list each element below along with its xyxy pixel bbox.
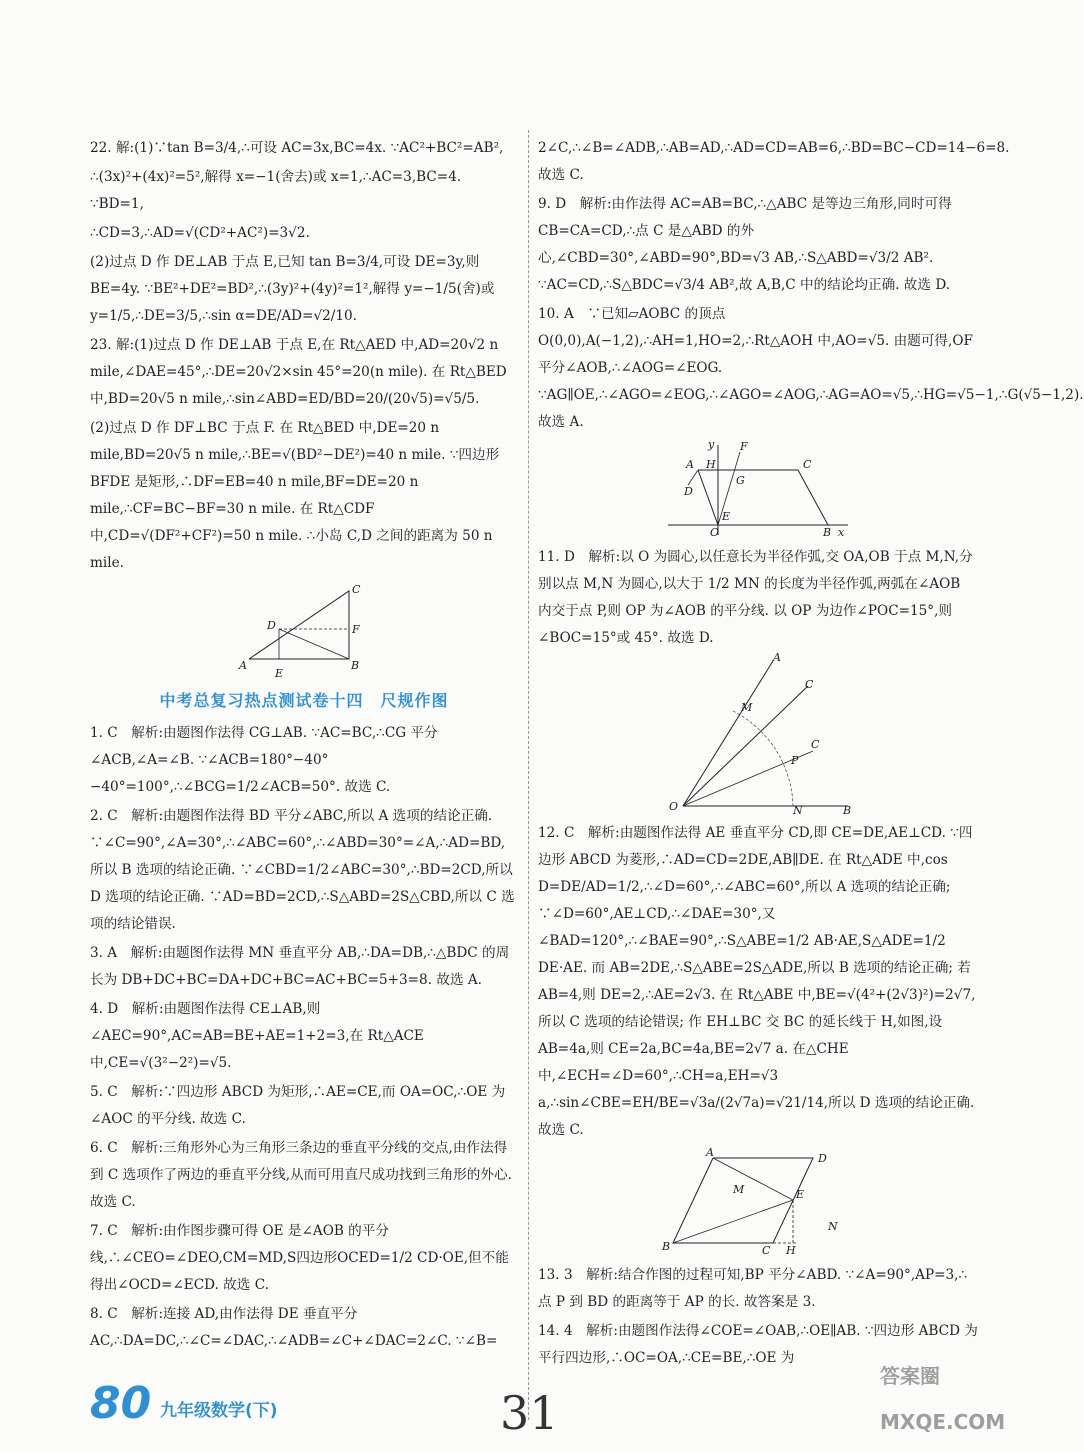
section-title: 中考总复习热点测试卷十四 尺规作图	[159, 691, 449, 710]
svg-text:N: N	[793, 804, 803, 817]
answer-8: 8. C 解析:连接 AD,由作法得 DE 垂直平分 AC,∴DA=DC,∴∠C=∠DAC,∴∠ADB=∠C+∠DAC=2∠C. ∵∠B=	[90, 1306, 498, 1349]
svg-text:C: C	[803, 458, 812, 471]
svg-text:C: C	[352, 583, 361, 596]
answer-6: 6. C 解析:三角形外心为三角形三条边的垂直平分线的交点,由作法得到 C 选项作了两边的垂直平分线,从而可用直尺成功找到三角形的外心. 故选 C.	[90, 1140, 512, 1210]
svg-text:D: D	[684, 485, 693, 498]
answer-7: 7. C 解析:由作图步骤可得 OE 是∠AOB 的平分线,∴∠CEO=∠DEO,CM=MD,S四边形OCED=1/2 CD·OE,但不能得出∠OCD=∠ECD. 故选 C.	[90, 1223, 509, 1293]
svg-text:M: M	[741, 701, 753, 714]
answer-22-part4: (2)过点 D 作 DE⊥AB 于点 E,已知 tan B=3/4,可设 DE=3y,则 BE=4y. ∵BE²+DE²=BD²,∴(3y)²+(4y)²=1²,解得 y=−1/5(舍)或 y=1/5,∴DE=3/5,∴sin α=DE/AD=√2/10.	[90, 254, 495, 324]
svg-text:G: G	[736, 474, 745, 487]
answer-22-part2: ∴(3x)²+(4x)²=5²,解得 x=−1(舍去)或 x=1,∴AC=3,BC=4. ∵BD=1,	[90, 169, 462, 212]
answer-9: 9. D 解析:由作法得 AC=AB=BC,∴△ABC 是等边三角形,同时可得 CB=CA=CD,∴点 C 是△ABD 的外心,∠CBD=30°,∠ABD=90°,BD=√3 AB,∴S△ABD=√3/2 AB². ∵AC=CD,∴S△BDC=√3/4 AB²,故 A,B,C 中的结论均正确. 故选 D.	[538, 196, 952, 293]
svg-text:x: x	[838, 526, 845, 539]
svg-text:y: y	[708, 438, 715, 451]
svg-text:D: D	[818, 1152, 827, 1165]
figure-12	[658, 1148, 858, 1258]
svg-text:C: C	[762, 1244, 771, 1257]
svg-text:B: B	[351, 659, 360, 672]
answer-10: 10. A ∵已知▱AOBC 的顶点 O(0,0),A(−1,2),∴AH=1,HO=2,∴Rt△AOH 中,AO=√5. 由题可得,OF 平分∠AOB,∴∠AOG=∠EOG. ∵AG∥OE,∴∠AGO=∠EOG,∴∠AGO=∠AOG,∴AG=AO=√5,∴HG=√5−1,∴G(√5−1,2). 故选 A.	[538, 306, 1084, 430]
answer-12: 12. C 解析:由题图作法得 AE 垂直平分 CD,即 CE=DE,AE⊥CD. ∵四边形 ABCD 为菱形,∴AD=CD=2DE,AB∥DE. 在 Rt△ADE 中,cos D=DE/AD=1/2,∴∠D=60°,∴∠ABC=60°,所以 A 选项的结论正确; ∵∠D=60°,AE⊥CD,∴∠DAE=30°,又∠BAD=120°,∴∠BAE=90°,∴S△ABE=1/2 AB·AE,S△ADE=1/2 DE·AE. 而 AB=2DE,∴S△ABE=2S△ADE,所以 B 选项的结论正确; 若 AB=4,则 DE=2,∴AE=2√3. 在 Rt△ABE 中,BE=√(4²+(2√3)²)=2√7,所以 C 选项的结论错误; 作 EH⊥BC 交 BC 的延长线于 H,如图,设 AB=4a,则 CE=2a,BC=4a,BE=2√7 a. 在△CHE 中,∠ECH=∠D=60°,∴CH=a,EH=√3 a,∴sin∠CBE=EH/BE=√3a/(2√7a)=√21/14,所以 D 选项的结论正确. 故选 C.	[538, 825, 976, 1138]
svg-text:P: P	[791, 754, 799, 767]
right-column	[538, 135, 1084, 1374]
watermark-logo: 答案圈	[880, 1364, 940, 1388]
svg-text:N: N	[828, 1220, 838, 1233]
svg-text:F: F	[740, 440, 748, 453]
answer-22-part3: ∴CD=3,∴AD=√(CD²+AC²)=3√2.	[90, 225, 310, 241]
answer-13: 13. 3 解析:结合作图的过程可知,BP 平分∠ABD. ∵∠A=90°,AP=3,∴点 P 到 BD 的距离等于 AP 的长. 故答案是 3.	[538, 1267, 968, 1310]
svg-text:E: E	[275, 667, 284, 680]
answer-5: 5. C 解析:∵四边形 ABCD 为矩形,∴AE=CE,而 OA=OC,∴OE 为∠AOC 的平分线. 故选 C.	[90, 1084, 506, 1127]
svg-text:M: M	[733, 1183, 745, 1196]
book-title: 九年级数学(下)	[160, 1401, 278, 1421]
svg-text:A: A	[706, 1146, 714, 1159]
svg-text:A: A	[239, 659, 247, 672]
svg-text:D: D	[267, 619, 276, 632]
svg-text:B: B	[843, 804, 852, 817]
figure-10	[658, 440, 858, 540]
answer-23-part1: 23. 解:(1)过点 D 作 DE⊥AB 于点 E,在 Rt△AED 中,AD=20√2 n mile,∠DAE=45°,∴DE=20√2×sin 45°=20(n mile). 在 Rt△BED 中,BD=20√5 n mile,∴sin∠ABD=ED/BD=20/(20√5)=√5/5.	[90, 337, 507, 407]
answer-4: 4. D 解析:由题图作法得 CE⊥AB,则∠AEC=90°,AC=AB=BE+AE=1+2=3,在 Rt△ACE 中,CE=√(3²−2²)=√5.	[90, 1001, 424, 1071]
answer-14: 14. 4 解析:由题图作法得∠COE=∠OAB,∴OE∥AB. ∵四边形 ABCD 为平行四边形,∴OC=OA,∴CE=BE,∴OE 为	[538, 1323, 978, 1366]
svg-text:B: B	[823, 526, 832, 539]
svg-text:C: C	[805, 678, 814, 691]
svg-text:E: E	[722, 510, 731, 523]
svg-text:E: E	[796, 1188, 805, 1201]
svg-text:H: H	[786, 1244, 796, 1257]
figure-11	[663, 651, 853, 817]
svg-text:O: O	[669, 800, 679, 813]
answer-2: 2. C 解析:由题图作法得 BD 平分∠ABC,所以 A 选项的结论正确. ∵∠C=90°,∠A=30°,∴∠ABC=60°,∴∠ABD=30°=∠A,∴AD=BD,所以 B 选项的结论正确. ∵∠CBD=1/2∠ABC=30°,∴BD=2CD,所以 D 选项的结论正确. ∵AD=BD=2CD,∴S△ABD=2S△CBD,所以 C 选项的结论错误.	[90, 808, 515, 932]
svg-text:A: A	[773, 651, 781, 664]
page-number: 80	[90, 1378, 152, 1429]
left-column	[90, 135, 518, 1357]
svg-text:A: A	[686, 458, 694, 471]
svg-text:H: H	[706, 458, 716, 471]
answer-1: 1. C 解析:由题图作法得 CG⊥AB. ∵AC=BC,∴CG 平分∠ACB,∠A=∠B. ∵∠ACB=180°−40°−40°=100°,∴∠BCG=1/2∠ACB=50°. 故选 C.	[90, 725, 438, 795]
svg-text:B: B	[662, 1240, 671, 1253]
svg-text:C: C	[811, 738, 820, 751]
answer-11: 11. D 解析:以 O 为圆心,以任意长为半径作弧,交 OA,OB 于点 M,N,分别以点 M,N 为圆心,以大于 1/2 MN 的长度为半径作弧,两弧在∠AOB 内交于点 P,则 OP 为∠AOB 的平分线. 以 OP 为边作∠POC=15°,则∠BOC=15°或 45°. 故选 D.	[538, 549, 973, 646]
answer-8-continued: 2∠C,∴∠B=∠ADB,∴AB=AD,∴AD=CD=AB=6,∴BD=BC−CD=14−6=8. 故选 C.	[538, 140, 1010, 183]
column-divider	[528, 130, 529, 1420]
watermark-url: MXQE.COM	[880, 1410, 1006, 1434]
handwritten-number: 31	[500, 1386, 559, 1440]
figure-23	[239, 581, 369, 681]
answer-3: 3. A 解析:由题图作法得 MN 垂直平分 AB,∴DA=DB,∴△BDC 的周长为 DB+DC+BC=DA+DC+BC=AC+BC=5+3=8. 故选 A.	[90, 945, 510, 988]
answer-22-part1: 22. 解:(1)∵tan B=3/4,∴可设 AC=3x,BC=4x. ∵AC²+BC²=AB²,	[90, 140, 504, 156]
svg-text:O: O	[710, 526, 720, 539]
svg-text:F: F	[352, 623, 360, 636]
answer-23-part2: (2)过点 D 作 DF⊥BC 于点 F. 在 Rt△BED 中,DE=20 n mile,BD=20√5 n mile,∴BE=√(BD²−DE²)=40 n mile. ∵四边形 BFDE 是矩形,∴DF=EB=40 n mile,BF=DE=20 n mile,∴CF=BC−BF=30 n mile. 在 Rt△CDF 中,CD=√(DF²+CF²)=50 n mile. ∴小岛 C,D 之间的距离为 50 n mile.	[90, 420, 500, 571]
